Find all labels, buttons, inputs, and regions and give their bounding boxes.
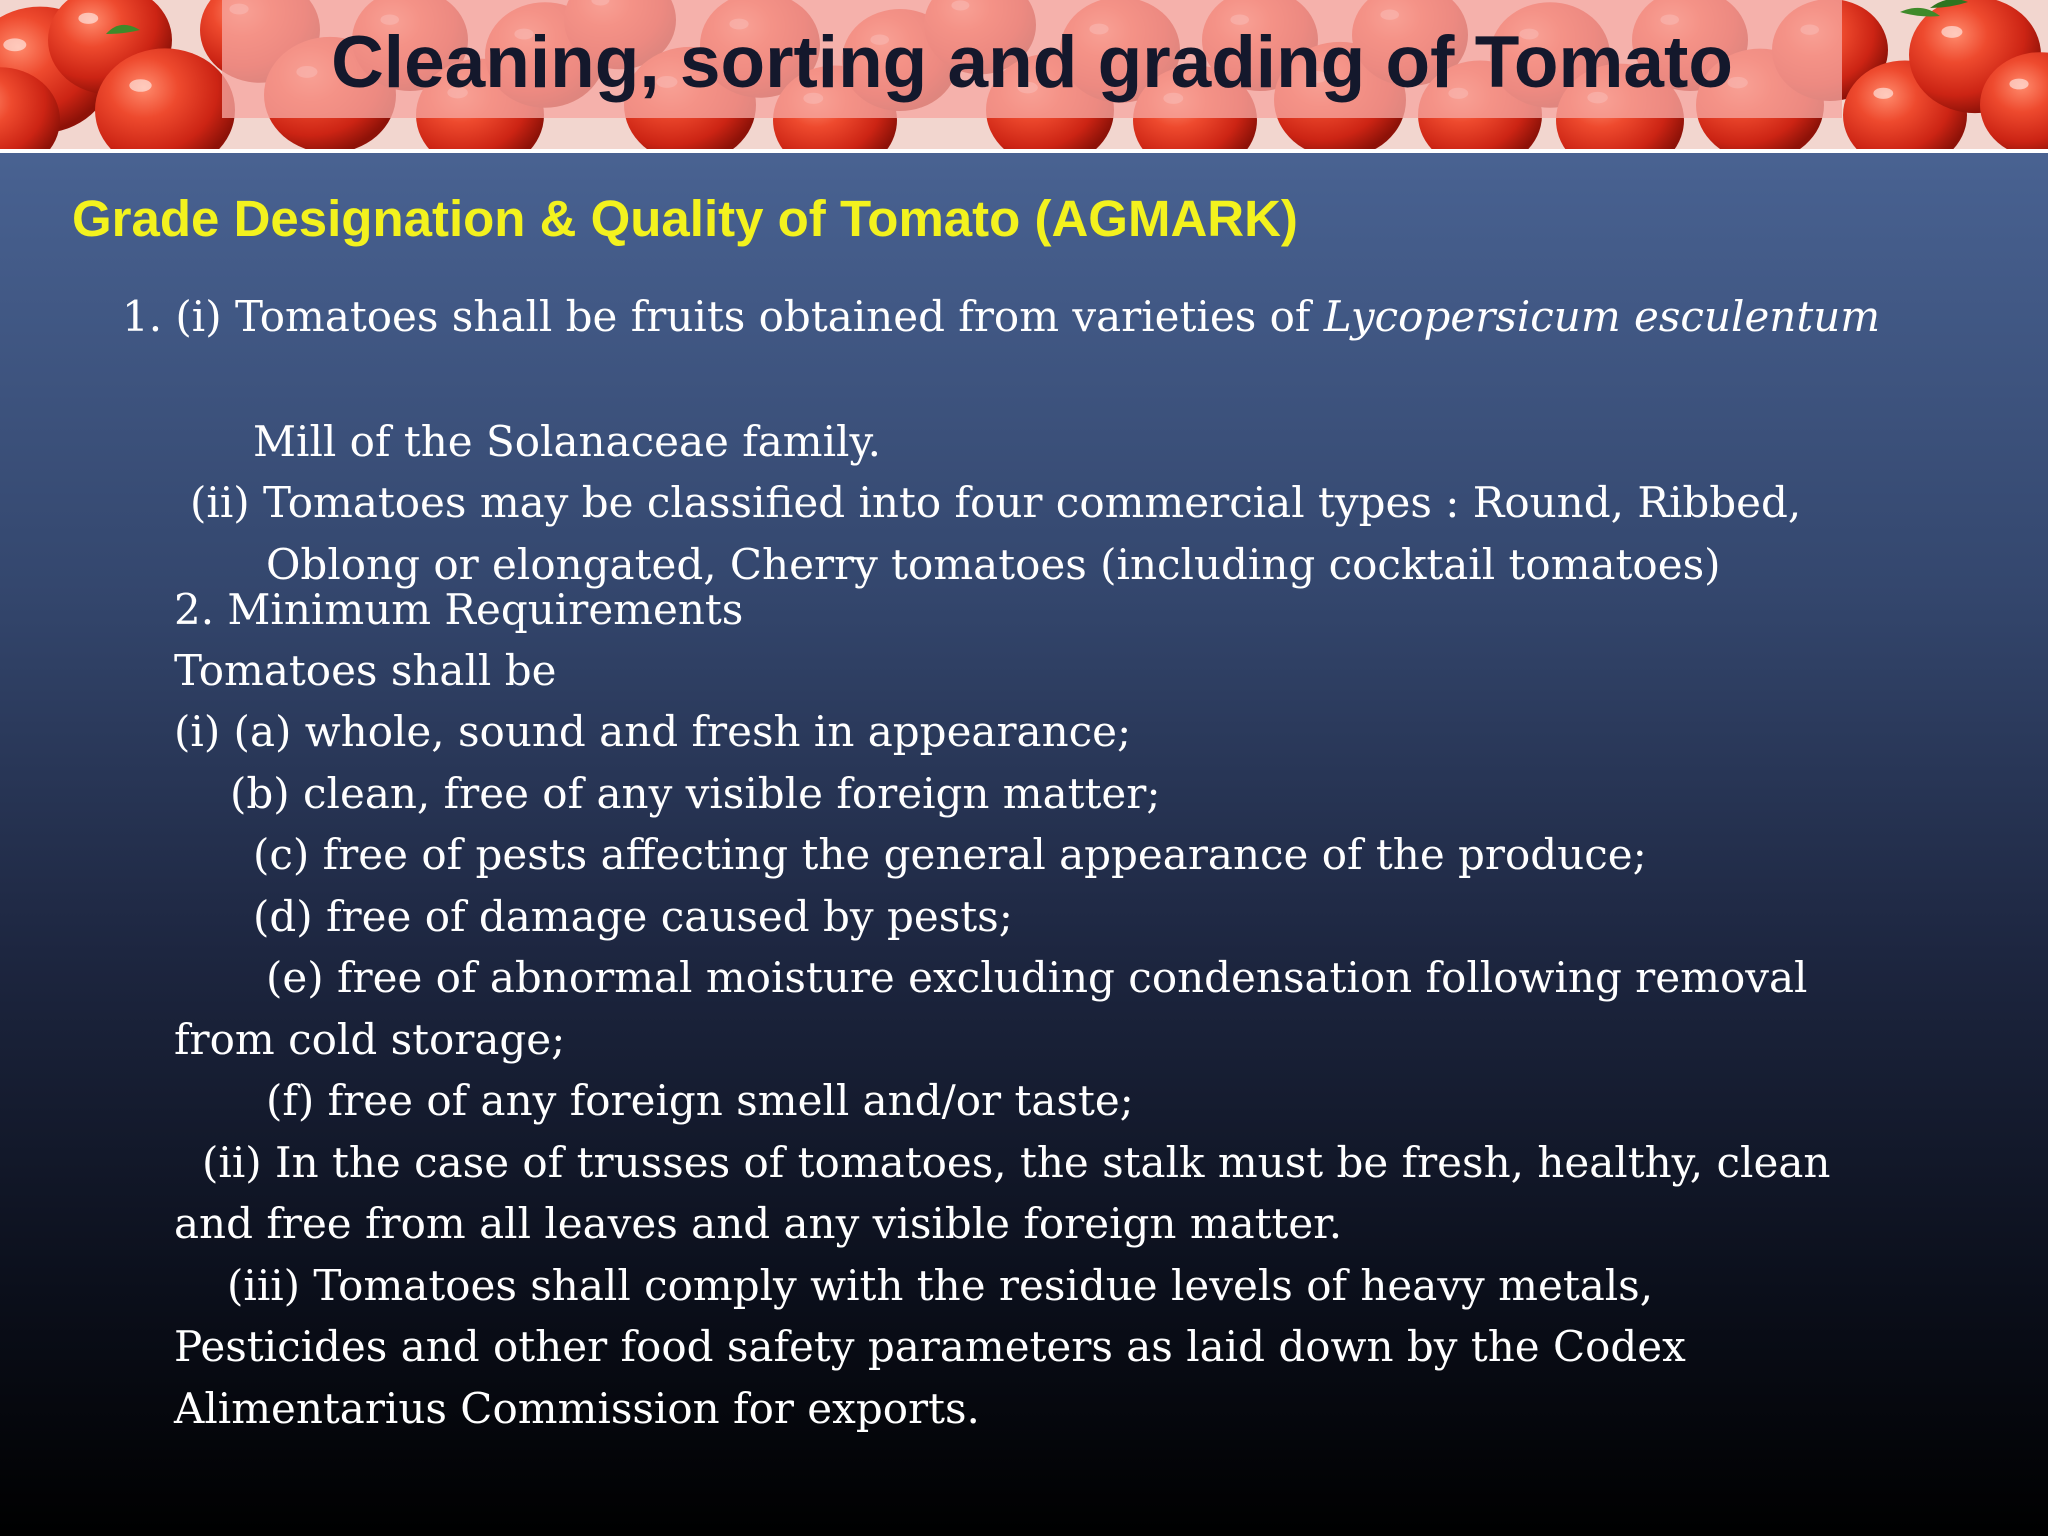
tomato-highlight	[1873, 88, 1893, 99]
text-line-1	[122, 289, 1880, 345]
tomato-highlight	[78, 13, 98, 24]
text-line-6: Tomatoes shall be	[174, 646, 557, 695]
text-line-18: Alimentarius Commission for exports.	[174, 1384, 980, 1433]
text-line-15: and free from all leaves and any visible foreign matter.	[174, 1199, 1343, 1248]
text-line-16: (iii) Tomatoes shall comply with the residue levels of heavy metals,	[227, 1261, 1654, 1310]
tomato-highlight	[129, 79, 151, 92]
text-line-8: (b) clean, free of any visible foreign matter;	[230, 769, 1161, 818]
species-name: Lycopersicum esculentum	[1323, 292, 1881, 341]
text-line-11: (e) free of abnormal moisture excluding condensation following removal	[266, 953, 1808, 1002]
tomato-highlight	[2009, 79, 2028, 90]
slide-subtitle: Grade Designation & Quality of Tomato (AGMARK)	[72, 190, 1298, 247]
text-line-17: Pesticides and other food safety parameters as laid down by the Codex	[174, 1322, 1686, 1371]
text-line-9: (c) free of pests affecting the general appearance of the produce;	[253, 830, 1647, 879]
text-line-4: Oblong or elongated, Cherry tomatoes (including cocktail tomatoes)	[266, 540, 1721, 589]
title-banner	[0, 0, 2048, 153]
tomato-highlight	[1941, 26, 1962, 38]
text-line-5: 2. Minimum Requirements	[174, 585, 744, 634]
tomato-highlight	[3, 38, 26, 51]
text-line-13: (f) free of any foreign smell and/or taste;	[266, 1076, 1134, 1125]
text-line-1-main: 1. (i) Tomatoes shall be fruits obtained from varieties of	[122, 292, 1324, 341]
text-line-3: (ii) Tomatoes may be classified into four commercial types : Round, Ribbed,	[190, 478, 1802, 527]
text-line-10: (d) free of damage caused by pests;	[253, 892, 1013, 941]
text-line-12: from cold storage;	[174, 1015, 566, 1064]
text-line-2: Mill of the Solanaceae family.	[253, 417, 881, 466]
text-line-14: (ii) In the case of trusses of tomatoes, the stalk must be fresh, healthy, clean	[202, 1138, 1831, 1187]
banner-divider	[0, 149, 2048, 153]
text-line-7: (i) (a) whole, sound and fresh in appearance;	[174, 707, 1132, 756]
slide-title: Cleaning, sorting and grading of Tomato	[331, 22, 1733, 103]
